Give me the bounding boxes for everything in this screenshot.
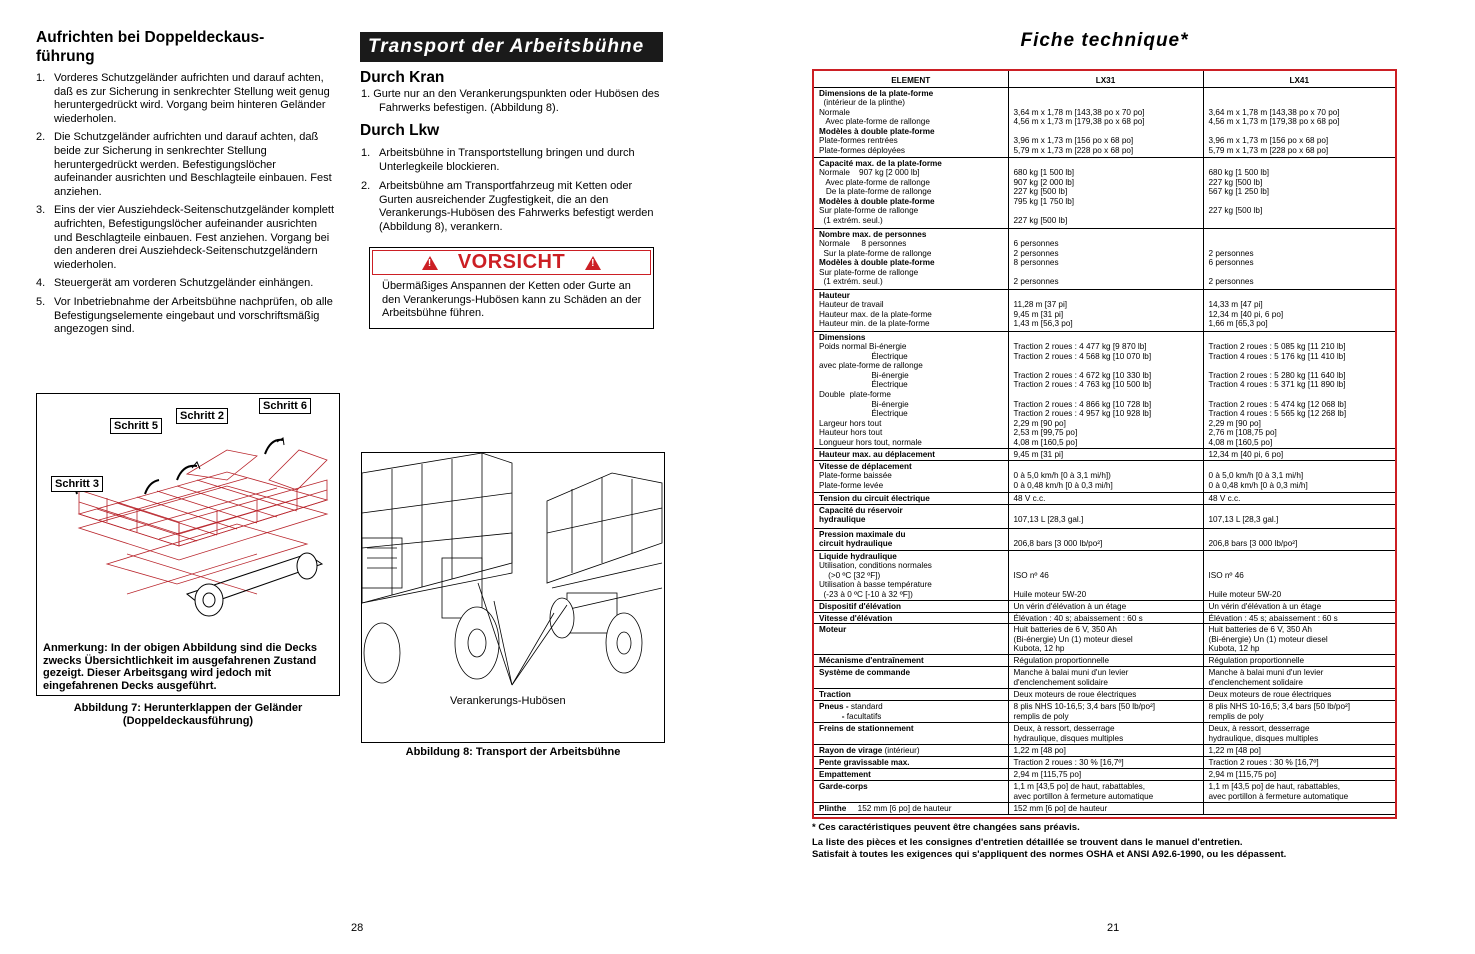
spec-value-lx41: 8 plis NHS 10-16,5; 3,4 bars [50 lb/po²] remplis de poly (1203, 701, 1395, 723)
figure-8-caption: Abbildung 8: Transport der Arbeitsbühne (405, 746, 621, 758)
table-row (814, 781, 1395, 803)
spec-value-lx41: Huit batteries de 6 V, 350 Ah (Bi-énergie) Un (1) moteur diesel Kubota, 12 hp (1203, 624, 1395, 655)
crane-heading: Durch Kran (360, 69, 445, 86)
spec-element-text: Moteur (819, 625, 847, 635)
list-item: 4. Steuergerät am vorderen Schutzgeländer einhängen. (36, 277, 314, 290)
spec-element-cell (814, 504, 1008, 528)
spec-element-text: Pente gravissable max. (819, 758, 910, 767)
spec-element-cell (814, 655, 1008, 667)
spec-value-lx31: 8 plis NHS 10-16,5; 3,4 bars [50 lb/po²] remplis de poly (1008, 701, 1203, 723)
spec-table (812, 69, 1397, 819)
table-row (814, 745, 1395, 757)
spec-value-lx41: 12,34 m [40 pi, 6 po] (1203, 448, 1395, 460)
spec-value-lx41: Deux, à ressort, desserrage hydraulique, disques multiples (1203, 723, 1395, 745)
spec-element-cell (814, 757, 1008, 769)
table-header-row (814, 71, 1395, 87)
spec-element-text: facultatifs (846, 711, 882, 721)
footnote-2: La liste des pièces et les consignes d'entretien détaillée se trouvent dans le manuel d'entretien. (812, 837, 1243, 848)
footnote-1: * Ces caractéristiques peuvent être changées sans préavis. (812, 822, 1080, 833)
spec-element-text: Hauteur min. de la plate-forme (819, 319, 930, 329)
spec-element-text: Bi-énergie (819, 370, 909, 380)
column-header: ELEMENT (814, 71, 1008, 87)
spec-element-cell (814, 769, 1008, 781)
column-header: LX31 (1008, 71, 1203, 87)
spec-element-text: Dispositif d'élévation (819, 601, 902, 611)
spec-element-text: circuit hydraulique (819, 539, 893, 549)
spec-value-lx31: 680 kg [1 500 lb] 907 kg [2 000 lb] 227 kg [500 lb] 795 kg [1 750 lb] 227 kg [500 lb] (1008, 157, 1203, 228)
spec-value-lx41: Manche à balai muni d'un levier d'enclenchement solidaire (1203, 667, 1395, 689)
spec-element-text: Hauteur hors tout (819, 428, 883, 438)
spec-element-text: Largeur hors tout (819, 418, 882, 428)
spec-value-lx41: Régulation proportionnelle (1203, 655, 1395, 667)
spec-value-lx31: 107,13 L [28,3 gal.] (1008, 504, 1203, 528)
spec-element-text: Nombre max. de personnes (819, 229, 927, 239)
list-item: 1. Vorderes Schutzgeländer aufrichten und darauf achten, daß es zur Sicherung in senkrechter Stellung weit genug heruntergedrückt wird. Vorgang beim hinteren Geländer wiederholen. (36, 72, 330, 125)
spec-value-lx31: Élévation : 40 s; abaissement : 60 s (1008, 612, 1203, 624)
spec-element-text: Modèles à double plate-forme (819, 126, 935, 136)
spec-element-text: Normale (819, 107, 850, 117)
spec-element-cell (814, 600, 1008, 612)
spec-element-text: Électrique (819, 380, 908, 390)
spec-value-lx41: Traction 2 roues : 30 % [16,7º] (1203, 757, 1395, 769)
table-row (814, 701, 1395, 723)
spec-value-lx31: 48 V c.c. (1008, 492, 1203, 504)
spec-value-lx31: Deux moteurs de roue électriques (1008, 689, 1203, 701)
caution-box (369, 247, 654, 329)
spec-element-cell (814, 612, 1008, 624)
spec-value-lx31: 206,8 bars [3 000 lb/po²] (1008, 528, 1203, 550)
spec-element-text: Sur la plate-forme de rallonge (819, 248, 932, 258)
truck-heading: Durch Lkw (360, 122, 440, 139)
spec-value-lx31: Huit batteries de 6 V, 350 Ah (Bi-énergie) Un (1) moteur diesel Kubota, 12 hp (1008, 624, 1203, 655)
spec-element-text: (1 extrém. seul.) (819, 277, 883, 287)
spec-element-text: Électrique (819, 409, 908, 419)
double-deck-steps (36, 72, 336, 342)
table-row (814, 460, 1395, 492)
spec-element-text: Freins de stationnement (819, 724, 914, 733)
callout-step-2: Schritt 2 (176, 408, 228, 424)
caution-header (372, 250, 651, 275)
caution-word: VORSICHT (457, 251, 566, 273)
list-item: 5. Vor Inbetriebnahme der Arbeitsbühne nachprüfen, ob alle Befestigungselemente eingebaut und vorschriftsmäßig angezogen sind. (36, 295, 333, 336)
spec-element-text: Hauteur max. de la plate-forme (819, 309, 932, 319)
spec-element-text: Modèles à double plate-forme (819, 258, 935, 268)
spec-element-cell (814, 528, 1008, 550)
spec-element-text: Normale 907 kg [2 000 lb] (819, 168, 920, 178)
spec-value-lx41: ISO nº 46 Huile moteur 5W-20 (1203, 550, 1395, 600)
spec-value-lx31: Manche à balai muni d'un levier d'enclenchement solidaire (1008, 667, 1203, 689)
spec-element-text: De la plate-forme de rallonge (819, 187, 932, 197)
table-row (814, 331, 1395, 448)
spec-element-text: Hauteur max. au déplacement (819, 449, 936, 459)
spec-element-text: Double plate-forme (819, 390, 891, 400)
page-number-left: 28 (351, 922, 364, 934)
spec-element-text: Empattement (819, 770, 871, 779)
spec-value-lx41 (1203, 803, 1395, 815)
spec-element-text: Vitesse de déplacement (819, 461, 912, 471)
spec-element-cell (814, 492, 1008, 504)
spec-element-text: Garde-corps (819, 782, 868, 791)
table-row (814, 612, 1395, 624)
spec-element-text: Modèles à double plate-forme (819, 196, 935, 206)
spec-element-cell (814, 448, 1008, 460)
figure-7-caption: Abbildung 7: Herunterklappen der Geländer (Doppeldeckausführung) (73, 702, 303, 727)
spec-value-lx41: Traction 2 roues : 5 085 kg [11 210 lb] Traction 4 roues : 5 176 kg [11 410 lb] Traction 2 roues : 5 280 kg [11 640 lb] Traction 4 roues : 5 371 kg [11 890 lb] Traction 2 roues : 5 474 kg [12 068 lb] Traction 4 roues : 5 565 kg [12 268 lb] 2,29 m [90 po] 2,76 m [108,75 po] 4,08 m [160,5 po] (1203, 331, 1395, 448)
anchor-lugs-label: Verankerungs-Hubösen (450, 695, 566, 707)
spec-element-cell (814, 781, 1008, 803)
spec-element-text: Pression maximale du (819, 529, 906, 539)
spec-value-lx31: 1,1 m [43,5 po] de haut, rabattables, avec portillon à fermeture automatique (1008, 781, 1203, 803)
callout-step-3: Schritt 3 (51, 476, 103, 492)
spec-value-lx41: 0 à 5,0 km/h [0 à 3,1 mi/h] 0 à 0,48 km/h [0 à 0,3 mi/h] (1203, 460, 1395, 492)
spec-value-lx31: 3,64 m x 1,78 m [143,38 po x 70 po] 4,56 m x 1,73 m [179,38 po x 68 po] 3,96 m x 1,73 m [156 po x 68 po] 5,79 m x 1,73 m [228 po x 68 po] (1008, 87, 1203, 157)
spec-element-cell (814, 157, 1008, 228)
spec-element-text: (>0 ºC [32 ºF]) (819, 570, 881, 580)
callout-step-6: Schritt 6 (259, 398, 311, 414)
spec-element-text: Plate-formes déployées (819, 146, 906, 156)
spec-element-text: avec plate-forme de rallonge (819, 361, 923, 371)
warning-icon: ! (585, 256, 601, 270)
spec-value-lx31: 152 mm [6 po] de hauteur (1008, 803, 1203, 815)
table-row (814, 803, 1395, 815)
spec-element-text: Dimensions de la plate-forme (819, 88, 934, 98)
spec-element-text: (1 extrém. seul.) (819, 216, 883, 226)
warning-icon: ! (422, 256, 438, 270)
table-row (814, 624, 1395, 655)
table-row (814, 769, 1395, 781)
table-row (814, 448, 1395, 460)
list-item: 2. Die Schutzgeländer aufrichten und darauf achten, daß beide zur Sicherung in senkrechter Stellung heruntergedrückt werden. Befestigungslöcher aufeinander ausrichten und Beschlagteile einbauen. Fest anziehen. (36, 131, 332, 198)
spec-element-text: Plate-forme baissée (819, 471, 892, 481)
spec-element-cell (814, 723, 1008, 745)
list-item: 2. Arbeitsbühne am Transportfahrzeug mit Ketten oder Gurten ausreichender Zugfestigkeit, die an den Verankerungs-Hubösen des Fahrwerks befestigt werden (Abbildung 8), verankern. (361, 180, 654, 233)
table-row (814, 757, 1395, 769)
spec-value-lx31: 0 à 5,0 km/h [0 à 3,1 mi/h]) 0 à 0,48 km/h [0 à 0,3 mi/h] (1008, 460, 1203, 492)
table-row (814, 600, 1395, 612)
figure-7 (36, 393, 340, 696)
spec-value-lx31: 6 personnes 2 personnes 8 personnes 2 personnes (1008, 228, 1203, 289)
spec-element-cell (814, 701, 1008, 723)
spec-title: Fiche technique* (1020, 30, 1189, 51)
spec-element-text: Électrique (819, 351, 908, 361)
figure-8 (361, 452, 665, 743)
spec-element-text: (intérieur de la plinthe) (819, 98, 906, 108)
spec-value-lx31: ISO nº 46 Huile moteur 5W-20 (1008, 550, 1203, 600)
spec-value-lx31: 2,94 m [115,75 po] (1008, 769, 1203, 781)
spec-element-text: Sur plate-forme de rallonge (819, 267, 919, 277)
table-row (814, 655, 1395, 667)
spec-element-text: Dimensions (819, 332, 866, 342)
spec-element-cell (814, 689, 1008, 701)
spec-element-text: Poids normal Bi-énergie (819, 342, 907, 352)
spec-value-lx31: Régulation proportionnelle (1008, 655, 1203, 667)
spec-value-lx41: 2 personnes 6 personnes 2 personnes (1203, 228, 1395, 289)
spec-value-lx31: Traction 2 roues : 4 477 kg [9 870 lb] Traction 2 roues : 4 568 kg [10 070 lb] Traction 2 roues : 4 672 kg [10 330 lb] Traction 2 roues : 4 763 kg [10 500 lb] Traction 2 roues : 4 866 kg [10 728 lb] Traction 2 roues : 4 957 kg [10 928 lb] 2,29 m [90 po] 2,53 m [99,75 po] 4,08 m [160,5 po] (1008, 331, 1203, 448)
spec-element-text: Système de commande (819, 668, 911, 677)
spec-element-text: Traction (819, 690, 851, 699)
spec-element-text: Plinthe (819, 804, 847, 813)
spec-value-lx31: Un vérin d'élévation à un étage (1008, 600, 1203, 612)
spec-element-text: Capacité du réservoir (819, 505, 903, 515)
table-row (814, 492, 1395, 504)
spec-element-cell (814, 803, 1008, 815)
table-row (814, 157, 1395, 228)
spec-element-cell (814, 667, 1008, 689)
spec-element-text: (-23 à 0 ºC [-10 à 32 ºF]) (819, 590, 913, 599)
table-row (814, 528, 1395, 550)
spec-element-text: 152 mm [6 po] de hauteur (846, 804, 952, 813)
figure-7-note: Anmerkung: In der obigen Abbildung sind die Decks zwecks Übersichtlichkeit im ausgefahrenen Zustand gezeigt. Dieser Arbeitsgang wird jedoch mit eingefahrenen Decks ausgeführt. (43, 642, 318, 692)
crane-step: 1. Gurte nur an den Verankerungspunkten oder Hubösen des Fahrwerks befestigen. (Abbildung 8). (361, 88, 660, 114)
spec-element-cell (814, 624, 1008, 655)
spec-element-text: Utilisation à basse température (819, 580, 932, 590)
spec-element-text: Mécanisme d'entraînement (819, 656, 924, 665)
truck-steps (361, 147, 663, 235)
spec-element-cell (814, 289, 1008, 331)
transport-banner: Transport der Arbeitsbühne (360, 32, 663, 62)
spec-element-text: - (819, 711, 847, 721)
table-row (814, 228, 1395, 289)
spec-value-lx41: 3,64 m x 1,78 m [143,38 po x 70 po] 4,56 m x 1,73 m [179,38 po x 68 po] 3,96 m x 1,73 m [156 po x 68 po] 5,79 m x 1,73 m [228 po x 68 po] (1203, 87, 1395, 157)
list-item: 3. Eins der vier Ausziehdeck-Seitenschutzgeländer komplett aufrichten, Befestigungslöcher aufeinander ausrichten und Beschlagteile einbauen. Fest anziehen. Vorgang bei den anderen drei Ausziehdeck-Seitenschutzgeländern wiederholen. (36, 204, 335, 271)
table-row (814, 289, 1395, 331)
spec-element-text: standard (850, 702, 883, 711)
spec-element-text: Hauteur de travail (819, 300, 884, 310)
table-row (814, 723, 1395, 745)
spec-value-lx31: 11,28 m [37 pi] 9,45 m [31 pi] 1,43 m [56,3 po] (1008, 289, 1203, 331)
spec-table-grid (814, 71, 1395, 815)
scissor-lift-rails-drawing (37, 394, 341, 639)
spec-element-text: Utilisation, conditions normales (819, 561, 932, 571)
spec-value-lx41: 48 V c.c. (1203, 492, 1395, 504)
spec-element-text: Longueur hors tout, normale (819, 438, 922, 448)
spec-value-lx41: 1,1 m [43,5 po] de haut, rabattables, avec portillon à fermeture automatique (1203, 781, 1395, 803)
spec-value-lx41: 107,13 L [28,3 gal.] (1203, 504, 1395, 528)
spec-element-text: (intérieur) (884, 746, 920, 755)
list-item: 1. Arbeitsbühne in Transportstellung bringen und durch Unterlegkeile blockieren. (361, 147, 635, 173)
spec-element-text: Rayon de virage (819, 746, 885, 755)
spec-element-text: Liquide hydraulique (819, 551, 897, 561)
spec-element-cell (814, 331, 1008, 448)
spec-value-lx41: Deux moteurs de roue électriques (1203, 689, 1395, 701)
spec-element-text: Plate-formes rentrées (819, 136, 898, 146)
table-row (814, 504, 1395, 528)
spec-value-lx41: Un vérin d'élévation à un étage (1203, 600, 1395, 612)
spec-element-cell (814, 550, 1008, 600)
section-heading-double-deck: Aufrichten bei Doppeldeckaus-führung (36, 29, 265, 65)
spec-element-cell (814, 745, 1008, 757)
spec-value-lx31: Traction 2 roues : 30 % [16,7º] (1008, 757, 1203, 769)
spec-element-cell (814, 87, 1008, 157)
spec-element-cell (814, 460, 1008, 492)
table-row (814, 550, 1395, 600)
spec-value-lx41: 1,22 m [48 po] (1203, 745, 1395, 757)
spec-value-lx31: 9,45 m [31 pi] (1008, 448, 1203, 460)
spec-element-text: Avec plate-forme de rallonge (819, 117, 930, 127)
caution-text: Übermäßiges Anspannen der Ketten oder Gurte an den Verankerungs-Hubösen kann zu Schäden an der Arbeitsbühne führen. (382, 280, 642, 319)
spec-value-lx41: 680 kg [1 500 lb] 227 kg [500 lb] 567 kg [1 250 lb] 227 kg [500 lb] (1203, 157, 1395, 228)
spec-element-text: Sur plate-forme de rallonge (819, 206, 919, 216)
spec-value-lx41: 2,94 m [115,75 po] (1203, 769, 1395, 781)
footnote-3: Satisfait à toutes les exigences qui s'appliquent des normes OSHA et ANSI A92.6-1990, ou les dépassent. (812, 849, 1287, 860)
spec-element-text: Normale 8 personnes (819, 239, 907, 249)
page-number-right: 21 (1107, 922, 1120, 934)
callout-step-5: Schritt 5 (110, 418, 162, 434)
spec-element-text: Pneus - (819, 702, 851, 711)
spec-value-lx41: 206,8 bars [3 000 lb/po²] (1203, 528, 1395, 550)
spec-element-text: Avec plate-forme de rallonge (819, 177, 930, 187)
spec-element-text: Bi-énergie (819, 399, 909, 409)
spec-element-text: Plate-forme levée (819, 480, 884, 490)
table-row (814, 689, 1395, 701)
table-row (814, 667, 1395, 689)
spec-value-lx41: Élévation : 45 s; abaissement : 60 s (1203, 612, 1395, 624)
spec-element-text: hydraulique (819, 515, 866, 525)
spec-value-lx31: 1,22 m [48 po] (1008, 745, 1203, 757)
spec-element-text: Vitesse d'élévation (819, 613, 893, 623)
table-row (814, 87, 1395, 157)
spec-element-text: Hauteur (819, 290, 850, 300)
spec-value-lx41: 14,33 m [47 pi] 12,34 m [40 pi, 6 po] 1,66 m [65,3 po] (1203, 289, 1395, 331)
transport-drawing (362, 453, 666, 693)
spec-value-lx31: Deux, à ressort, desserrage hydraulique, disques multiples (1008, 723, 1203, 745)
spec-element-text: Capacité max. de la plate-forme (819, 158, 942, 168)
spec-element-text: Tension du circuit électrique (819, 493, 930, 503)
spec-element-cell (814, 228, 1008, 289)
column-header: LX41 (1203, 71, 1395, 87)
